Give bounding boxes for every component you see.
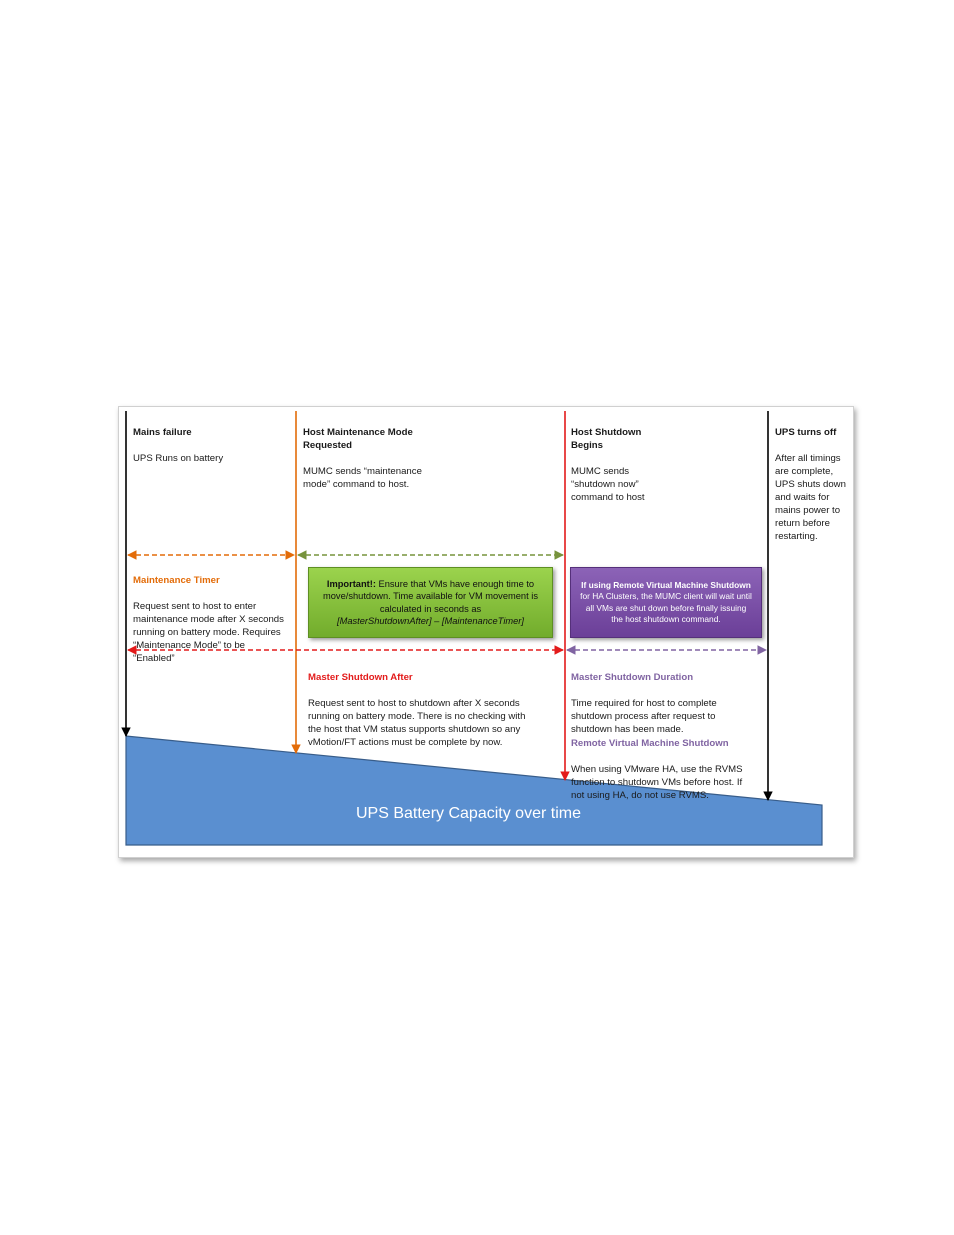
rvms-note-lead: If using Remote Virtual Machine Shutdown [581,579,751,590]
milestone-title: UPS turns off [775,427,837,438]
milestone-host-shutdown-begins [571,413,721,504]
milestone-ups-turns-off [775,413,853,543]
milestone-title: Host Shutdown Begins [571,427,642,451]
battery-capacity-label: UPS Battery Capacity over time [356,805,581,822]
important-vm-movement-box [308,567,553,638]
maintenance-timer-note [133,561,298,665]
milestone-mains-failure [133,413,283,465]
master-shutdown-after-title: Master Shutdown After [308,672,413,683]
maintenance-timer-title: Maintenance Timer [133,575,220,586]
master-shutdown-after-body: Request sent to host to shutdown after X seconds running on battery mode. There is no checking with the host that VM status supports shutdown so any vMotion/FT actions must be complete by now. [308,698,526,748]
rvms-note-body: for HA Clusters, the MUMC client will wait until all VMs are shut down before finally issuing the host shutdown command. [580,591,752,624]
important-formula: [MasterShutdownAfter] – [MaintenanceTimer] [337,616,524,626]
master-shutdown-duration-body: Time required for host to complete shutdown process after request to shutdown has been made. [571,698,717,735]
important-lead: Important!: [326,578,376,589]
ups-shutdown-timeline-diagram [118,406,854,858]
milestone-title: Host Maintenance Mode Requested [303,427,413,451]
milestone-body: MUMC sends “shutdown now” command to host [571,466,645,503]
remote-vm-shutdown-body: When using VMware HA, use the RVMS function to shutdown VMs before host. If not using HA, do not use RVMS. [571,764,743,801]
milestone-title: Mains failure [133,427,192,438]
important-body: Ensure that VMs have enough time to move/shutdown. Time available for VM movement is calculated in seconds as [323,578,538,614]
remote-vm-shutdown-title: Remote Virtual Machine Shutdown [571,738,729,749]
remote-vm-shutdown-note [571,724,786,802]
milestone-host-maintenance-mode [303,413,453,491]
master-shutdown-duration-title: Master Shutdown Duration [571,672,694,683]
rvms-note-box [570,567,762,638]
milestone-body: UPS Runs on battery [133,453,224,464]
milestone-body: MUMC sends “maintenance mode” command to host. [303,466,422,490]
maintenance-timer-body: Request sent to host to enter maintenance mode after X seconds running on battery mode. Requires “Maintenance Mode” to be “Enabled” [133,601,284,664]
milestone-body: After all timings are complete, UPS shuts down and waits for mains power to return before restarting. [775,453,846,542]
master-shutdown-after-note [308,658,558,749]
